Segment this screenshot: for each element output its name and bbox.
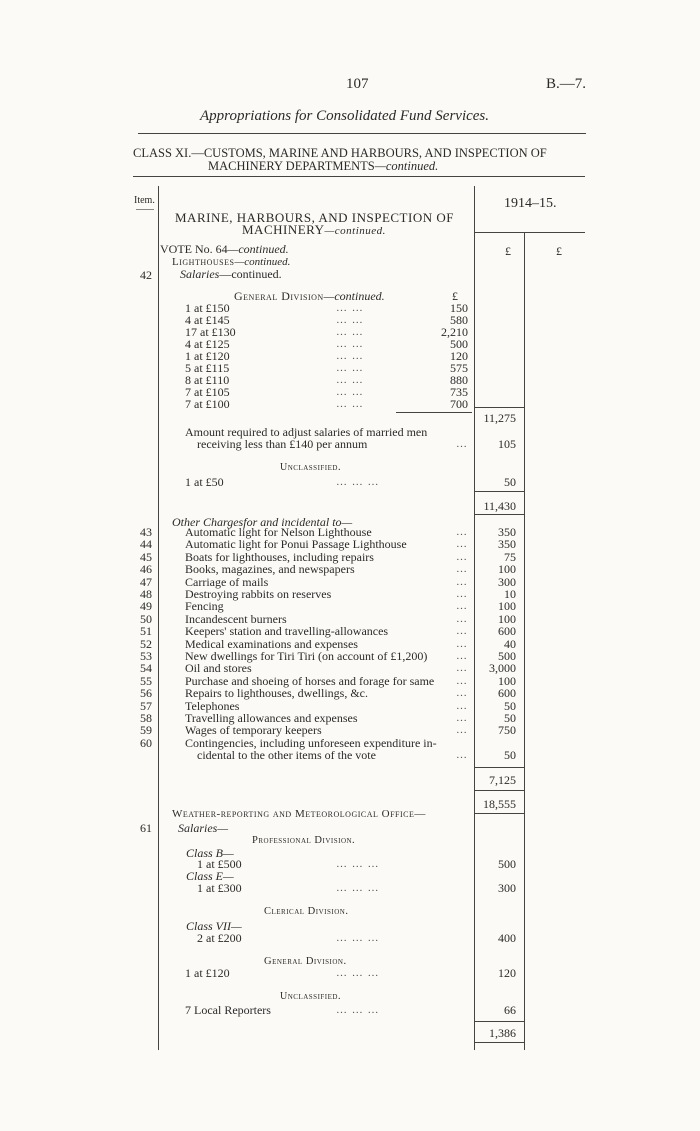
salary-row-dots: … … bbox=[336, 386, 364, 398]
charge-dots: … bbox=[456, 699, 468, 712]
pound-sign-1: £ bbox=[505, 244, 511, 258]
general-division-heading bbox=[234, 290, 385, 302]
salary-row-label: 8 at £110 bbox=[185, 373, 230, 387]
class-b-heading: Class B— bbox=[186, 846, 234, 860]
charge-value: 100 bbox=[498, 599, 516, 614]
header-rule bbox=[138, 133, 586, 134]
charge-item-number: 45 bbox=[140, 549, 152, 564]
salary-row-label: 17 at £130 bbox=[185, 325, 236, 339]
subtotal-other-charges: 7,125 bbox=[489, 773, 516, 787]
weather-salaries: Salaries— bbox=[178, 821, 229, 835]
lighthouses-continued: —continued. bbox=[234, 256, 291, 268]
subtotal3-rule-top bbox=[474, 767, 524, 768]
contingencies-line1: Contingencies, including unforeseen expenditure in- bbox=[185, 736, 437, 750]
charge-value: 600 bbox=[498, 686, 516, 701]
total-lighthouses: 18,555 bbox=[483, 797, 516, 811]
charge-value: 100 bbox=[498, 611, 516, 626]
charge-dots: … bbox=[456, 526, 468, 538]
charge-label: Boats for lighthouses, including repairs bbox=[185, 549, 374, 564]
adjust-dots: … bbox=[456, 438, 468, 450]
class-e-label: 1 at £300 bbox=[197, 881, 242, 895]
weather-total-rule-bottom bbox=[474, 1042, 524, 1043]
charge-value: 40 bbox=[504, 636, 516, 651]
charge-label: Automatic light for Ponui Passage Lighthouse bbox=[185, 537, 407, 552]
salary-row-label: 4 at £125 bbox=[185, 337, 230, 351]
weather-general-value: 120 bbox=[498, 966, 516, 980]
general-division-continued: —continued. bbox=[323, 289, 385, 303]
charge-label: Repairs to lighthouses, dwellings, &c. bbox=[185, 686, 368, 701]
item-column-rule bbox=[158, 186, 159, 1050]
total1-rule bbox=[474, 813, 524, 814]
charge-label: Wages of temporary keepers bbox=[185, 723, 322, 738]
class-e-heading: Class E— bbox=[186, 869, 234, 883]
item-column-header: Item. bbox=[134, 195, 155, 206]
salary-row-value: 880 bbox=[450, 373, 468, 387]
unclassified-label: 1 at £50 bbox=[185, 475, 224, 489]
amount-column-rule-left bbox=[474, 186, 475, 1050]
salary-row-label: 4 at £145 bbox=[185, 313, 230, 327]
charge-dots: … bbox=[456, 637, 468, 650]
salary-row-value: 575 bbox=[450, 361, 468, 375]
local-reporters-value: 66 bbox=[504, 1003, 516, 1017]
class-b-value: 500 bbox=[498, 857, 516, 871]
department-machinery: MACHINERY bbox=[242, 222, 325, 237]
charge-value: 300 bbox=[498, 574, 516, 589]
lighthouses-label: Lighthouses bbox=[172, 256, 235, 268]
contingencies-dots: … bbox=[456, 749, 468, 761]
charge-value: 350 bbox=[498, 525, 516, 539]
salary-row-value: 120 bbox=[450, 349, 468, 363]
class-title-dept: MACHINERY DEPARTMENTS bbox=[208, 159, 375, 173]
pound-sign-2: £ bbox=[556, 244, 562, 258]
charge-value: 500 bbox=[498, 649, 516, 663]
salary-row-value: 735 bbox=[450, 385, 468, 399]
charge-dots: … bbox=[456, 650, 468, 662]
charge-value: 75 bbox=[504, 549, 516, 564]
charge-item-number: 50 bbox=[140, 611, 152, 626]
weather-total-rule-top bbox=[474, 1021, 524, 1022]
charge-label: New dwellings for Tiri Tiri (on account of £1,200) bbox=[185, 649, 428, 663]
charge-label: Keepers' station and travelling-allowances bbox=[185, 624, 389, 639]
weather-general-dots: … … … bbox=[336, 967, 380, 979]
charge-label: Carriage of mails bbox=[185, 574, 269, 589]
charge-dots: … bbox=[456, 687, 468, 700]
charge-value: 600 bbox=[498, 624, 516, 639]
subtotal-salaries: 11,275 bbox=[483, 411, 516, 425]
charge-value: 10 bbox=[504, 587, 516, 601]
department-heading-line2 bbox=[242, 222, 386, 238]
charge-dots: … bbox=[456, 550, 468, 563]
charge-item-number: 52 bbox=[140, 636, 152, 651]
salary-row-value: 500 bbox=[450, 337, 468, 351]
page-title: Appropriations for Consolidated Fund Services. bbox=[200, 108, 490, 124]
top-rule bbox=[133, 176, 585, 177]
class-title-continued: —continued. bbox=[374, 159, 439, 173]
subtotal3-rule-bottom bbox=[474, 790, 524, 791]
general-division-label: General Division bbox=[234, 289, 324, 303]
salary-pound-sign: £ bbox=[452, 289, 458, 303]
class-b-dots: … … … bbox=[336, 858, 380, 870]
clerical-division-heading: Clerical Division. bbox=[264, 906, 349, 917]
salary-row-dots: … … bbox=[336, 350, 364, 362]
item-number-42: 42 bbox=[140, 268, 152, 282]
charge-dots: … bbox=[456, 625, 468, 638]
salary-row-value: 700 bbox=[450, 397, 468, 411]
charge-value: 350 bbox=[498, 537, 516, 552]
page-number: 107 bbox=[346, 76, 369, 92]
column-header-rule bbox=[474, 232, 585, 233]
charge-label: Telephones bbox=[185, 698, 240, 713]
charge-item-number: 46 bbox=[140, 562, 152, 577]
unclassified-dots: … … … bbox=[336, 476, 380, 488]
charge-dots: … bbox=[456, 712, 468, 724]
salaries-label: Salaries bbox=[180, 267, 220, 281]
charge-value: 50 bbox=[504, 698, 516, 713]
charge-item-number: 51 bbox=[140, 624, 152, 639]
subtotal2-rule-top bbox=[474, 491, 524, 492]
charge-item-number: 47 bbox=[140, 574, 152, 589]
class-b-label: 1 at £500 bbox=[197, 857, 242, 871]
weather-total: 1,386 bbox=[489, 1026, 516, 1040]
salary-row-dots: … … bbox=[336, 314, 364, 326]
charge-label: Purchase and shoeing of horses and forage for same bbox=[185, 673, 435, 688]
item-header-rule bbox=[136, 209, 154, 210]
charge-item-number: 54 bbox=[140, 661, 152, 676]
salary-row-dots: … … bbox=[336, 362, 364, 374]
charge-item-number: 57 bbox=[140, 698, 152, 713]
other-charges-label: Other Charges bbox=[172, 515, 244, 529]
charge-item-number: 56 bbox=[140, 686, 152, 701]
local-reporters-dots: … … … bbox=[336, 1004, 380, 1016]
charge-label: Medical examinations and expenses bbox=[185, 636, 358, 651]
salary-row-value: 150 bbox=[450, 301, 468, 315]
charge-item-number: 53 bbox=[140, 649, 152, 663]
charge-item-number: 49 bbox=[140, 599, 152, 614]
item-number-60: 60 bbox=[140, 736, 152, 750]
salary-sum-rule bbox=[396, 412, 472, 413]
salary-row-label: 1 at £120 bbox=[185, 349, 230, 363]
charge-item-number: 43 bbox=[140, 525, 152, 539]
salary-row-label: 1 at £150 bbox=[185, 301, 230, 315]
professional-division-heading: Professional Division. bbox=[252, 835, 356, 846]
charge-dots: … bbox=[456, 538, 468, 551]
charge-dots: … bbox=[456, 724, 468, 737]
subtotal1-rule bbox=[474, 407, 524, 408]
salary-row-dots: … … bbox=[336, 338, 364, 350]
charge-dots: … bbox=[456, 563, 468, 576]
charge-label: Automatic light for Nelson Lighthouse bbox=[185, 525, 372, 539]
charge-dots: … bbox=[456, 612, 468, 625]
item-number-61: 61 bbox=[140, 821, 152, 835]
charge-item-number: 58 bbox=[140, 711, 152, 725]
adjust-line1: Amount required to adjust salaries of married men bbox=[185, 425, 428, 439]
charge-item-number: 55 bbox=[140, 673, 152, 688]
department-continued: —continued. bbox=[324, 225, 386, 237]
class-vii-value: 400 bbox=[498, 931, 516, 945]
department-heading-line1: MARINE, HARBOURS, AND INSPECTION OF bbox=[175, 210, 454, 225]
unclassified-heading: Unclassified. bbox=[280, 462, 341, 473]
unclassified-value: 50 bbox=[504, 475, 516, 489]
charge-dots: … bbox=[456, 600, 468, 613]
salary-row-value: 580 bbox=[450, 313, 468, 327]
weather-general-division-heading: General Division. bbox=[264, 956, 347, 967]
weather-unclassified-heading: Unclassified. bbox=[280, 991, 341, 1002]
charge-dots: … bbox=[456, 674, 468, 687]
local-reporters-label: 7 Local Reporters bbox=[185, 1003, 271, 1017]
charge-value: 50 bbox=[504, 711, 516, 725]
weather-office-heading: Weather-reporting and Meteorological Office— bbox=[172, 808, 426, 820]
contingencies-value: 50 bbox=[504, 748, 516, 762]
charge-label: Travelling allowances and expenses bbox=[185, 711, 358, 725]
class-title-line1: CLASS XI.—CUSTOMS, MARINE AND HARBOURS, AND INSPECTION OF bbox=[133, 146, 547, 160]
other-charges-rest: for and incidental to— bbox=[243, 515, 353, 529]
charge-value: 750 bbox=[498, 723, 516, 738]
adjust-line2: receiving less than £140 per annum bbox=[197, 437, 368, 451]
subtotal-lighthouse-salaries: 11,430 bbox=[483, 499, 516, 513]
class-vii-label: 2 at £200 bbox=[197, 931, 242, 945]
charge-dots: … bbox=[456, 575, 468, 588]
class-title-line2 bbox=[208, 159, 438, 174]
class-e-dots: … … … bbox=[336, 882, 380, 894]
salary-row-dots: … … bbox=[336, 302, 364, 314]
document-reference: B.—7. bbox=[546, 76, 587, 92]
charge-item-number: 59 bbox=[140, 723, 152, 738]
year-column-header: 1914–15. bbox=[504, 196, 557, 211]
salary-row-label: 7 at £100 bbox=[185, 397, 230, 411]
class-vii-dots: … … … bbox=[336, 932, 380, 944]
salary-row-value: 2,210 bbox=[441, 325, 468, 339]
vote-number: VOTE No. 64 bbox=[160, 242, 228, 256]
charge-dots: … bbox=[456, 588, 468, 600]
contingencies-line2: cidental to the other items of the vote bbox=[197, 748, 376, 762]
class-e-value: 300 bbox=[498, 881, 516, 895]
salary-row-dots: … … bbox=[336, 398, 364, 410]
charge-item-number: 48 bbox=[140, 587, 152, 601]
amount-column-rule-middle bbox=[524, 232, 525, 1050]
charge-label: Destroying rabbits on reserves bbox=[185, 587, 332, 601]
charge-value: 100 bbox=[498, 562, 516, 577]
charge-label: Fencing bbox=[185, 599, 224, 614]
salary-row-label: 7 at £105 bbox=[185, 385, 230, 399]
salaries-heading bbox=[180, 268, 282, 280]
charge-label: Books, magazines, and newspapers bbox=[185, 562, 355, 577]
class-vii-heading: Class VII— bbox=[186, 919, 242, 933]
vote-heading bbox=[160, 243, 289, 255]
weather-general-label: 1 at £120 bbox=[185, 966, 230, 980]
vote-continued: —continued. bbox=[227, 242, 289, 256]
charge-value: 3,000 bbox=[489, 661, 516, 676]
charge-label: Oil and stores bbox=[185, 661, 252, 676]
charge-item-number: 44 bbox=[140, 537, 152, 552]
salaries-continued: —continued. bbox=[219, 267, 282, 281]
charge-dots: … bbox=[456, 662, 468, 675]
adjust-value: 105 bbox=[498, 437, 516, 451]
charge-value: 100 bbox=[498, 673, 516, 688]
charge-label: Incandescent burners bbox=[185, 611, 287, 626]
salary-row-dots: … … bbox=[336, 374, 364, 386]
salary-row-label: 5 at £115 bbox=[185, 361, 230, 375]
subtotal2-rule-bottom bbox=[474, 514, 524, 515]
salary-row-dots: … … bbox=[336, 326, 364, 338]
